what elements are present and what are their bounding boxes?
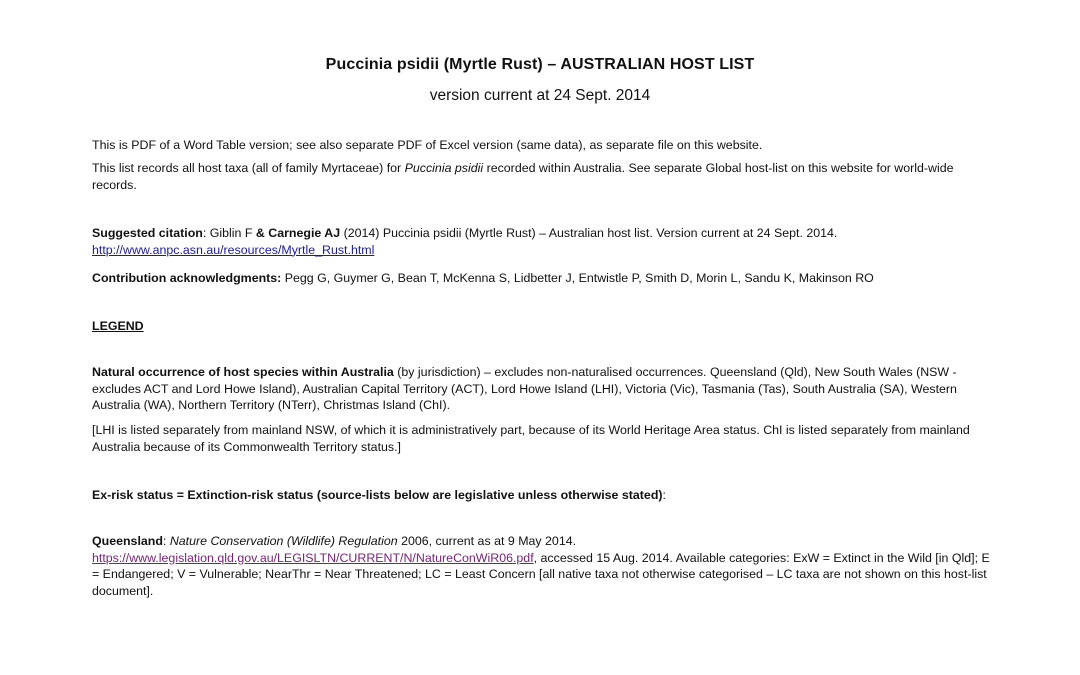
contribution-label: Contribution acknowledgments: xyxy=(92,271,282,285)
queensland-rest: , accessed 15 Aug. 2014. Available categories: ExW = Extinct in the Wild [in Qld]; E = Endangered; V = Vulnerable; NearThr = Near Threatened; LC = Least Concern [all native taxa not otherwise categorised – LC taxa are not shown on this host-list document]. xyxy=(92,550,990,598)
citation-authors: & Carnegie AJ xyxy=(255,226,341,240)
page-title: Puccinia psidii (Myrtle Rust) – AUSTRALIAN HOST LIST xyxy=(325,56,755,73)
legend-note: [LHI is listed separately from mainland NSW, of which it is administratively part, because of its World Heritage Area status. ChI is listed separately from mainland Australia because of its Commonwealth Territory status.] xyxy=(92,423,970,454)
citation-label: Suggested citation xyxy=(92,226,203,240)
citation-sep: : Giblin F xyxy=(202,226,256,240)
queensland-paragraph xyxy=(92,533,992,599)
intro-text-pre: This list records all host taxa (all of family Myrtaceae) for xyxy=(92,161,405,175)
citation-paragraph xyxy=(92,225,992,258)
queensland-act-post: 2006, current as at 9 May 2014. xyxy=(397,534,577,548)
exrisk-colon: : xyxy=(662,488,666,502)
species-name: Puccinia psidii xyxy=(404,161,484,175)
queensland-act: Nature Conservation (Wildlife) Regulation xyxy=(169,534,398,548)
version-subtitle: version current at 24 Sept. 2014 xyxy=(429,87,651,104)
legend-heading: LEGEND xyxy=(92,319,144,333)
intro-paragraph-1: This is PDF of a Word Table version; see also separate PDF of Excel version (same data), as separate file on this website. xyxy=(92,138,763,152)
queensland-colon: : xyxy=(162,534,170,548)
contribution-paragraph xyxy=(92,270,992,287)
natural-occurrence-paragraph xyxy=(92,364,992,414)
exrisk-heading: Ex-risk status = Extinction-risk status (source-lists below are legislative unless otherwise stated) xyxy=(92,488,663,502)
contribution-names: Pegg G, Guymer G, Bean T, McKenna S, Lidbetter J, Entwistle P, Smith D, Morin L, Sandu K, Makinson RO xyxy=(281,271,874,285)
exrisk-paragraph xyxy=(92,487,992,504)
queensland-link[interactable]: https://www.legislation.qld.gov.au/LEGISLTN/CURRENT/N/NatureConWiR06.pdf xyxy=(92,550,534,565)
natural-occurrence-label: Natural occurrence of host species within Australia xyxy=(92,365,394,379)
natural-occurrence-text: (by jurisdiction) – excludes non-naturalised occurrences. Queensland (Qld), New South Wales (NSW - excludes ACT and Lord Howe Island), Australian Capital Territory (ACT), Lord Howe Island (LHI), Victoria (Vic), Tasmania (Tas), South Australia (SA), Western Australia (WA), Northern Territory (NTerr), Christmas Island (ChI). xyxy=(92,365,957,412)
citation-link[interactable]: http://www.anpc.asn.au/resources/Myrtle_Rust.html xyxy=(92,242,375,257)
intro-paragraph-2 xyxy=(92,160,992,193)
citation-text: (2014) Puccinia psidii (Myrtle Rust) – Australian host list. Version current at 24 Sept. 2014. xyxy=(340,226,838,240)
intro-text-post: recorded within Australia. See separate Global host-list on this website for world-wide records. xyxy=(92,161,954,192)
queensland-label: Queensland xyxy=(92,534,163,548)
